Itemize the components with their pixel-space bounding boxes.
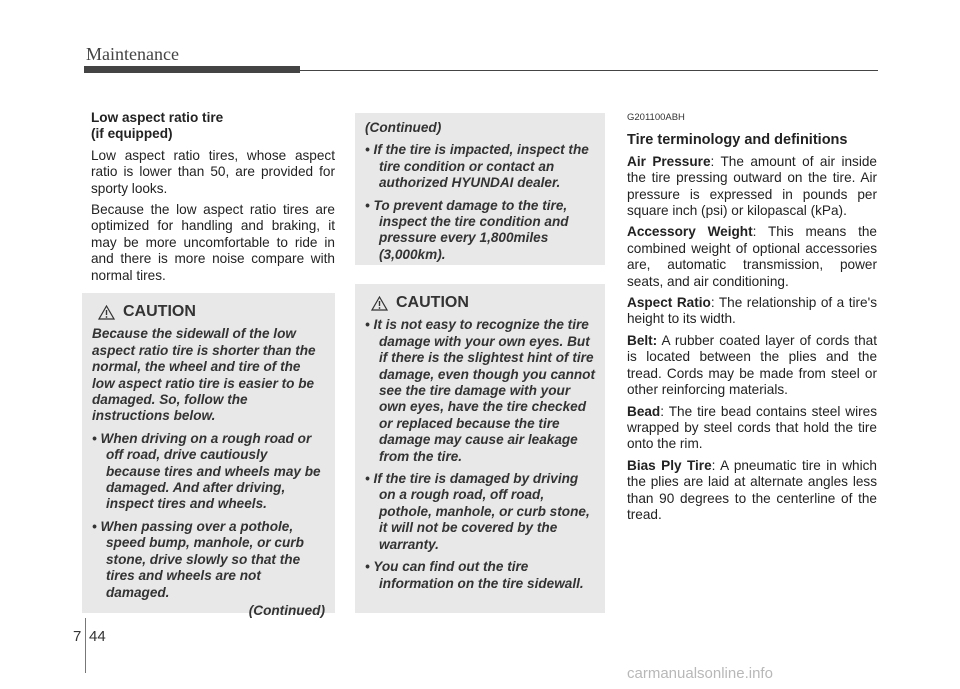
header-rule — [300, 70, 878, 71]
definition-paragraph — [627, 458, 877, 524]
caution-box-2 — [355, 284, 605, 613]
definition-paragraph — [627, 295, 877, 328]
definition-text: : This means the combined weight of optional accessories are, automatic transmission, power seats, and air conditioning. — [627, 224, 877, 289]
warning-triangle-icon — [98, 305, 115, 320]
tire-terminology-section — [627, 110, 877, 523]
definition-text: : The amount of air inside the tire pressing outward on the tire. Air pressure is expressed in pounds per square inch (psi) or kilopascal (kPa). — [627, 153, 877, 219]
caution-bullet: • To prevent damage to the tire, inspect the tire condition and pressure every 1,800miles (3,000km). — [365, 197, 569, 262]
section-heading-sub: (if equipped) — [91, 126, 173, 142]
low-aspect-section — [91, 110, 335, 284]
definition-term: Bias Ply Tire — [627, 457, 712, 473]
definition-term: Bead — [627, 403, 661, 419]
caution-bullet: • When driving on a rough road or off road, drive cautiously because tires and wheels may be damaged. And after driving, inspect tires and wheels. — [92, 430, 321, 512]
definition-text: : A pneumatic tire in which the plies are laid at alternate angles less than 90 degrees to the centerline of the tread. — [627, 457, 877, 522]
caution-bullet: • You can find out the tire information on the tire sidewall. — [365, 559, 584, 591]
definition-text: : The relationship of a tire's height to its width. — [627, 295, 877, 327]
caution-bullet: • If the tire is impacted, inspect the tire condition or contact an authorized HYUNDAI dealer. — [365, 142, 589, 191]
chapter-number: 7 — [73, 628, 82, 645]
page-header-title: Maintenance — [86, 44, 179, 64]
caution-bullet: • When passing over a pothole, speed bump, manhole, or curb stone, drive slowly so that the tires and wheels are not damaged. — [92, 518, 304, 600]
definition-term: Aspect Ratio — [627, 295, 711, 311]
caution-header — [371, 295, 595, 311]
page-number: 44 — [89, 628, 106, 645]
definition-term: Accessory Weight — [627, 224, 753, 240]
definition-paragraph — [627, 224, 877, 290]
continued-box — [355, 113, 605, 265]
header-bar — [84, 66, 300, 73]
definition-text: : The tire bead contains steel wires wrapped by steel cords that hold the tire onto the rim. — [627, 403, 877, 452]
caution-box-1 — [82, 293, 335, 618]
footer-divider — [85, 618, 86, 673]
caution-text: Because the sidewall of the low aspect ratio tire is shorter than the normal, the wheel and tire of the low aspect ratio tire is easier to be damaged. So, follow the instructions below. — [92, 326, 316, 424]
definition-term: Belt: — [627, 332, 658, 348]
section-heading: Low aspect ratio tire — [91, 110, 224, 125]
continued-label: (Continued) — [248, 602, 325, 618]
section-code: G201100ABH — [627, 112, 685, 123]
body-paragraph: Because the low aspect ratio tires are optimized for handling and braking, it may be more uncomfortable to ride in and there is more noise compare with normal tires. — [91, 202, 335, 283]
body-paragraph: Low aspect ratio tires, whose aspect ratio is lower than 50, are provided for sporty looks. — [91, 147, 335, 196]
section-heading: Tire terminology and definitions — [627, 132, 848, 149]
caution-bullet: • If the tire is damaged by driving on a rough road, off road, pothole, manhole, or curb stone, it will not be covered by the warranty. — [365, 471, 590, 552]
caution-header — [98, 304, 325, 320]
definition-paragraph — [627, 333, 877, 399]
definition-paragraph — [627, 404, 877, 453]
definition-text: A rubber coated layer of cords that is located between the plies and the tread. Cords may be made from steel or other reinforcing materials. — [627, 332, 877, 398]
caution-title: CAUTION — [396, 294, 469, 311]
caution-bullet: • It is not easy to recognize the tire damage with your own eyes. But if there is the slightest hint of tire damage, even though you cannot see the tire damage with your own eyes, have the tire checked or replaced because the tire damage may cause air leakage from the tire. — [365, 317, 596, 464]
definition-term: Air Pressure — [627, 153, 711, 169]
watermark: carmanualsonline.info — [627, 665, 773, 682]
definition-paragraph — [627, 154, 877, 220]
warning-triangle-icon — [371, 296, 388, 311]
caution-title: CAUTION — [123, 303, 196, 320]
continued-label: (Continued) — [365, 120, 442, 135]
